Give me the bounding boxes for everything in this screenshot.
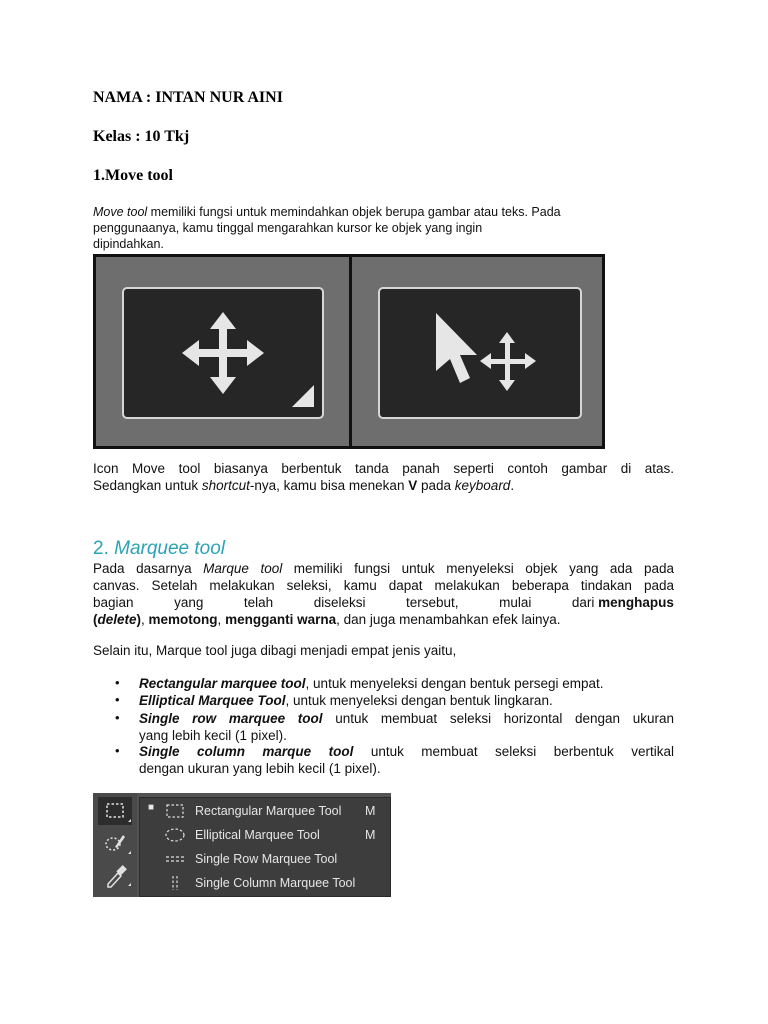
bullet-icon: • [115, 675, 120, 690]
toolbar-column [93, 793, 137, 897]
menu-item-single-column-marquee[interactable]: Single Column Marquee Tool [140, 872, 390, 895]
rect-marquee-icon [98, 797, 132, 825]
list-item: Single row marquee tool untuk membuat seleksi horizontal dengan ukuran yang lebih kecil (1 pixel). [139, 711, 674, 743]
eyedropper-tool-button[interactable] [98, 861, 132, 889]
marquee-flyout-menu [139, 797, 391, 897]
section2-heading: 2. Marquee tool [93, 538, 226, 559]
section1-heading: 1.Move tool [93, 167, 173, 184]
move-arrows-icon [124, 289, 322, 417]
move-tool-selected-button [378, 287, 582, 419]
lasso-tool-button[interactable] [98, 829, 132, 857]
single-column-icon [165, 876, 185, 890]
marquee-menu-figure [93, 793, 391, 897]
marquee-types-intro: Selain itu, Marque tool juga dibagi menjadi empat jenis yaitu, [93, 643, 457, 658]
selected-square-icon: ■ [148, 802, 155, 813]
move-tool-button [122, 287, 324, 419]
move-tool-description: Icon Move tool biasanya berbentuk tanda panah seperti contoh gambar di atas. Sedangkan untuk shortcut-nya, kamu bisa menekan V pada keyboard. [93, 461, 674, 493]
class-heading: Kelas : 10 Tkj [93, 128, 190, 145]
list-item: Single column marque tool untuk membuat seleksi berbentuk vertikal dengan ukuran yang lebih kecil (1 pixel). [139, 744, 675, 776]
bullet-icon: • [115, 692, 120, 707]
bullet-icon: • [115, 710, 120, 725]
list-item: Elliptical Marquee Tool, untuk menyeleksi dengan bentuk lingkaran. [139, 693, 553, 708]
eyedropper-icon [98, 861, 132, 889]
move-tool-panel-left [96, 257, 349, 446]
ellipse-marquee-icon [165, 828, 185, 842]
bullet-icon: • [115, 743, 120, 758]
marquee-tool-button[interactable] [98, 797, 132, 825]
menu-item-single-row-marquee[interactable]: Single Row Marquee Tool [140, 848, 390, 871]
menu-item-rectangular-marquee[interactable]: ■ Rectangular Marquee Tool M [148, 802, 376, 818]
rect-marquee-icon [165, 804, 185, 818]
brush-selection-icon [98, 829, 132, 857]
marquee-tool-description: Pada dasarnya Marque tool memiliki fungsi untuk menyeleksi objek yang ada pada canvas. Setelah melakukan seleksi, kamu dapat melakukan beberapa tindakan pada bagian yang telah diseleksi tersebut, mulai dari menghapus (delete), memotong, mengganti warna, dan juga menambahkan efek lainya. [93, 561, 674, 627]
name-heading: NAMA : INTAN NUR AINI [93, 89, 283, 106]
move-tool-intro: Move tool memiliki fungsi untuk memindahkan objek berupa gambar atau teks. Pada penggunaanya, kamu tinggal mengarahkan kursor ke objek yang ingin dipindahkan. [93, 205, 561, 251]
move-tool-italic: Move tool [93, 205, 148, 219]
move-tool-figure [93, 254, 605, 449]
move-tool-panel-right [352, 257, 602, 446]
cursor-move-icon [380, 289, 580, 417]
single-row-icon [165, 852, 185, 866]
list-item: Rectangular marquee tool, untuk menyeleksi dengan bentuk persegi empat. [139, 676, 604, 691]
justified-line: bagian yang telah diseleksi tersebut, mulai dari menghapus [93, 595, 674, 610]
menu-item-elliptical-marquee[interactable]: Elliptical Marquee Tool M [140, 824, 390, 847]
